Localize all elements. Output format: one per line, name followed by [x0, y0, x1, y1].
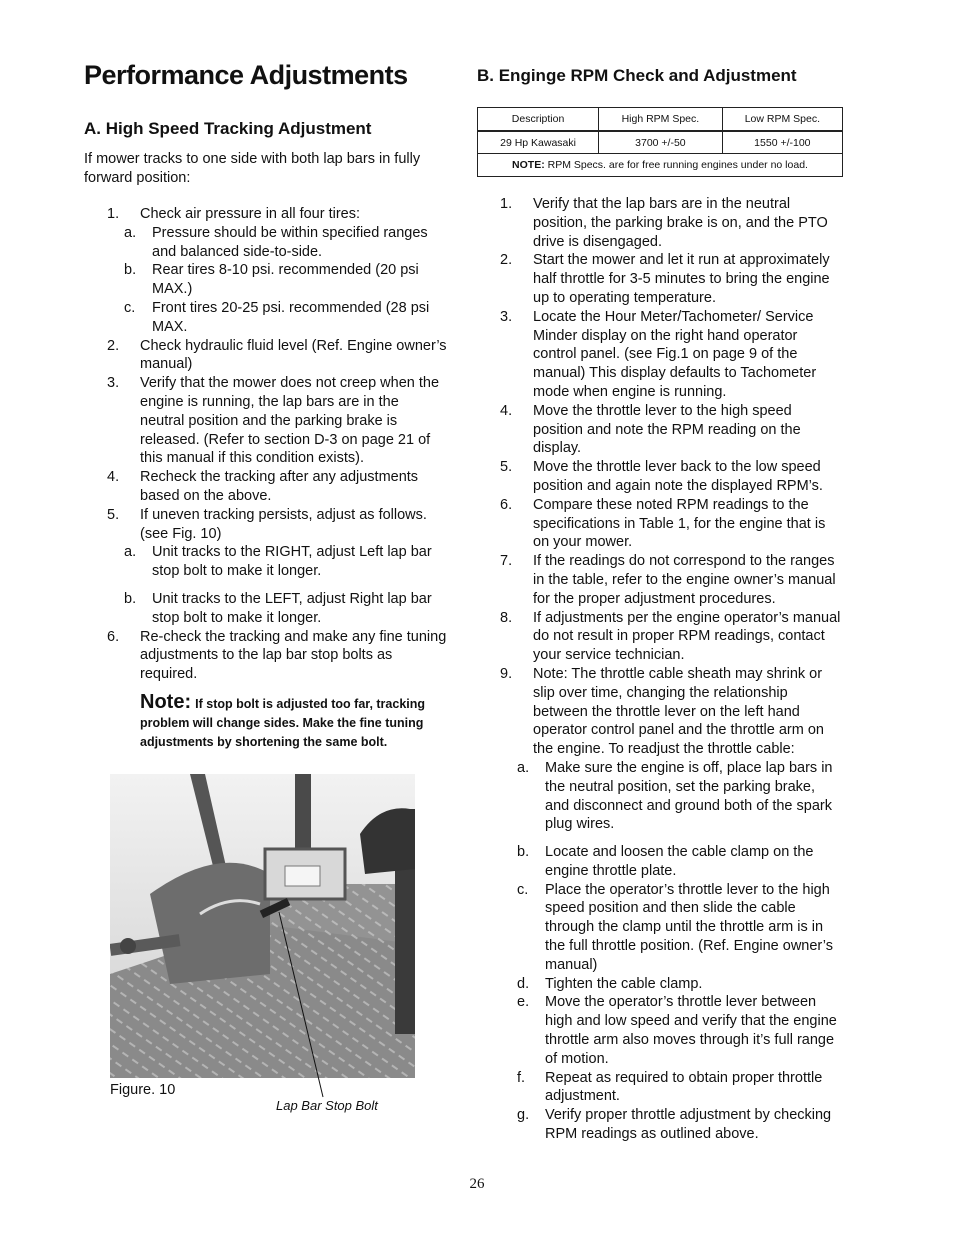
figure-callout-label: Lap Bar Stop Bolt [276, 1098, 378, 1113]
list-item: 5. Move the throttle lever back to the low speed position and again note the displayed RPM’s. [500, 459, 823, 494]
sub-item: g. Verify proper throttle adjustment by checking RPM readings as outlined above. [517, 1107, 832, 1143]
table-cell: 3700 +/-50 [599, 131, 723, 154]
page-title: Performance Adjustments [84, 60, 408, 90]
section-b-steps [500, 195, 843, 1144]
sub-item: a. Make sure the engine is off, place lap bars in the neutral position, set the parking brake, and disconnect and ground both of the spark plug wires. [517, 759, 833, 833]
table-header-cell: High RPM Spec. [599, 108, 723, 132]
section-a-intro: If mower tracks to one side with both lap bars in fully forward position: [84, 151, 421, 186]
list-item: 6. Re-check the tracking and make any fine tuning adjustments to the lap bar stop bolts as required. [107, 628, 447, 683]
note-label: Note: [140, 690, 192, 713]
list-item: 3. Locate the Hour Meter/Tachometer/ Service Minder display on the right hand operator control panel. (see Fig.1 on page 9 of the manual) This display defaults to Tachometer mode when engine is running. [500, 308, 817, 400]
section-a-steps [107, 205, 447, 751]
figure-caption: Figure. 10 [110, 1082, 176, 1098]
table-row [478, 131, 843, 154]
note-block [140, 692, 447, 751]
list-item: 6. Compare these noted RPM readings to the specifications in Table 1, for the engine that is on your mower. [500, 496, 826, 551]
sub-item: b. Locate and loosen the cable clamp on the engine throttle plate. [517, 844, 814, 879]
sub-item: c. Front tires 20-25 psi. recommended (28 psi MAX. [124, 299, 430, 335]
section-a-heading: A. High Speed Tracking Adjustment [84, 119, 372, 138]
sub-item: d. Tighten the cable clamp. [517, 975, 703, 992]
list-item: 3. Verify that the mower does not creep when the engine is running, the lap bars are in the neutral position and the parking brake is released. (Refer to section D-3 on page 21 of this manual if this condition exists). [107, 375, 440, 467]
sub-item: a. Pressure should be within specified ranges and balanced side-to-side. [124, 224, 428, 260]
page-number: 26 [469, 1176, 485, 1192]
list-item: 2. Start the mower and let it run at approximately half throttle for 3-5 minutes to bring the engine up to operating temperature. [500, 252, 830, 306]
list-item: 1. Check air pressure in all four tires: [107, 206, 360, 222]
list-item: 9. Note: The throttle cable sheath may shrink or slip over time, changing the relationship between the throttle lever on the left hand operator control panel and the throttle arm on the engine. To readjust the throttle cable: [500, 665, 824, 758]
note-text: If stop bolt is adjusted too far, tracking problem will change sides. Make the fine tuning adjustments by shortening the same bolt. [140, 696, 426, 749]
section-b-heading: B. Enginge RPM Check and Adjustment [477, 66, 797, 85]
table-header-cell: Low RPM Spec. [722, 108, 842, 132]
sub-item: b. Unit tracks to the LEFT, adjust Right lap bar stop bolt to make it longer. [124, 590, 432, 626]
list-item: 8. If adjustments per the engine operator’s manual do not result in proper RPM readings, contact your service technician. [500, 609, 841, 664]
sub-item: e. Move the operator’s throttle lever between high and low speed and verify that the engine throttle arm also moves through it’s full range of motion. [517, 994, 837, 1067]
table-cell: 1550 +/-100 [722, 131, 842, 154]
table-header-row [478, 108, 843, 132]
sub-item: f. Repeat as required to obtain proper throttle adjustment. [517, 1069, 823, 1105]
list-item: 2. Check hydraulic fluid level (Ref. Engine owner’s manual) [107, 337, 447, 373]
table-note-row [478, 154, 843, 177]
sub-item: a. Unit tracks to the RIGHT, adjust Left lap bar stop bolt to make it longer. [124, 544, 432, 580]
table-cell: 29 Hp Kawasaki [478, 131, 599, 154]
list-item: 4. Recheck the tracking after any adjustments based on the above. [107, 469, 419, 504]
sub-item: b. Rear tires 8-10 psi. recommended (20 psi MAX.) [124, 262, 419, 298]
table-note-cell: NOTE: RPM Specs. are for free running engines under no load. [478, 154, 843, 177]
sub-item: c. Place the operator’s throttle lever to the high speed position and then slide the cable through the clamp until the throttle arm is in the full throttle position. (Ref. Engine owner’s manual) [517, 881, 834, 973]
list-item: 5. If uneven tracking persists, adjust as follows. (see Fig. 10) [107, 506, 427, 542]
list-item: 7. If the readings do not correspond to the ranges in the table, refer to the engine owner’s manual for the proper adjustment procedures. [500, 553, 836, 607]
figure-10-photo [110, 774, 415, 1078]
rpm-spec-table [477, 107, 843, 177]
list-item: 1. Verify that the lap bars are in the neutral position, the parking brake is on, and the PTO drive is disengaged. [500, 196, 828, 250]
list-item: 4. Move the throttle lever to the high speed position and note the RPM reading on the display. [500, 402, 801, 457]
table-header-cell: Description [478, 108, 599, 132]
